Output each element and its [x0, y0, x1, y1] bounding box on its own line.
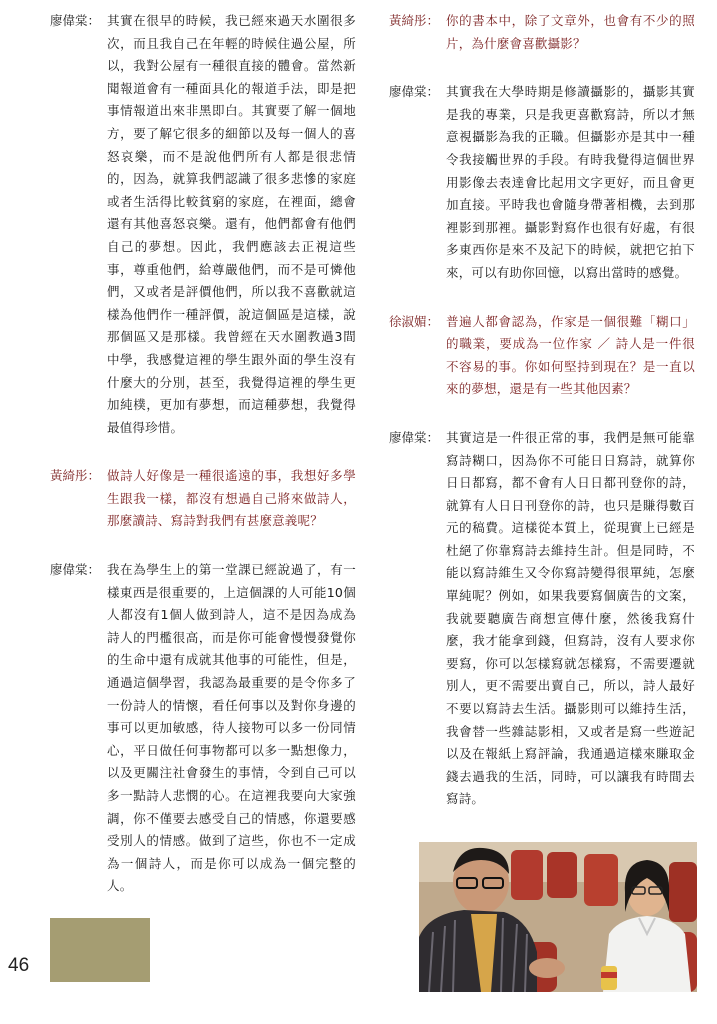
interview-entry [50, 559, 356, 898]
speaker-label: 廖偉棠： [50, 562, 101, 578]
interview-entry [50, 10, 356, 439]
right-column [389, 10, 695, 837]
speaker-label: 黃綺彤： [389, 13, 440, 28]
speaker-label: 廖偉棠： [389, 429, 440, 445]
interview-entry [389, 311, 695, 401]
answer-text: 我在為學生上的第一堂課已經說過了，有一樣東西是很重要的，上這個課的人可能10個人都沒有1個人做到詩人，這不是因為成為詩人的門檻很高，而是你可能會慢慢發覺你的生命中還有成就其他事的可能性，但是，通過這個學習，我認為最重要的是令你多了一份詩人的情懷，看任何事以及對你身邊的事可以更加敏感，待人接物可以多一份同情心，平日做任何事物都可以多一點想像力，以及更關注社會發生的事情，令到自己可以多一點詩人悲憫的心。在這裡我要向大家強調，你不僅要去感受自己的情感，你還要感受別人的情感。做到了這些，你也不一定成為一個詩人，而是你可以成為一個完整的人。 [107, 562, 356, 894]
answer-text: 其實在很早的時候，我已經來過天水圍很多次，而且我自己在年輕的時候住過公屋，所以，我對公屋有一種很直接的體會。當然新聞報道會有一種面具化的報道手法，即是把事情報道出來非黑即白。其實要了解一個地方，要了解它很多的細節以及每一個人的喜怒哀樂，而不是說他們所有人都是很悲情的，因為，就算我們認識了很多悲慘的家庭或者生活得比較貧窮的家庭，在裡面，總會還有其他喜怒哀樂。還有，他們都會有他們自己的夢想。因此，我們應該去正視這些事，尊重他們，給尊嚴他們，而不是可憐他們，又或者是評價他們，所以我不喜歡就這樣為他們作一種評價，說這個區是這樣，說那個區又是那樣。我曾經在天水圍教過3間中學，我感覺這裡的學生跟外面的學生沒有什麼大的分別，甚至，我覺得這裡的學生更加純樸，更加有夢想，而這種夢想，我覺得最值得珍惜。 [107, 13, 356, 435]
question-text: 你的書本中，除了文章外，也會有不少的照片，為什麼會喜歡攝影？ [446, 13, 695, 51]
photo-illustration [419, 842, 697, 992]
interview-photo [419, 842, 697, 992]
answer-text: 其實我在大學時期是修讀攝影的，攝影其實是我的專業，只是我更喜歡寫詩，所以才無意視攝影為我的正職。但攝影亦是其中一種令我接觸世界的手段。有時我覺得這個世界用影像去表達會比起用文字更好，而且會更加直接。平時我也會隨身帶著相機，去到那裡影到那裡。攝影對寫作也很有好處，有很多東西你是來不及記下的時候，就把它拍下來，可以有助你回憶，以寫出當時的感覺。 [446, 84, 695, 280]
page-number: 46 [8, 955, 30, 976]
speaker-label: 廖偉棠： [50, 13, 101, 28]
question-text: 做詩人好像是一種很遙遠的事，我想好多學生跟我一樣，都沒有想過自己將來做詩人，那麼讀詩、寫詩對我們有甚麼意義呢？ [107, 468, 356, 529]
question-text: 普遍人都會認為，作家是一個很難「糊口」的職業，要成為一位作家 ／ 詩人是一件很不容易的事。你如何堅持到現在？是一直以來的夢想，還是有一些其他因素？ [446, 313, 695, 397]
interview-entry [389, 81, 695, 284]
interview-entry [389, 10, 695, 55]
interview-entry [389, 427, 695, 811]
decorative-color-block [50, 918, 150, 982]
interview-entry [50, 465, 356, 533]
left-column [50, 10, 356, 924]
speaker-label: 徐淑媚： [389, 313, 440, 329]
answer-text: 其實這是一件很正常的事，我們是無可能靠寫詩糊口，因為你不可能日日寫詩，就算你日日都寫，都不會有人日日都刊登你的詩，就算有人日日刊登你的詩，也只是賺得數百元的稿費。這樣從本質上，從現實上已經是杜絕了你靠寫詩去維持生計。但是同時，不能以寫詩維生又令你寫詩變得很單純，怎麼單純呢？例如，如果我要寫個廣告的文案，我就要聽廣告商想宣傳什麼，然後我寫什麼，我才能拿到錢，但寫詩，沒有人要求你要寫，你可以怎樣寫就怎樣寫，不需要遷就別人，更不需要出賣自己，所以，詩人最好不要以寫詩去生活。攝影則可以維持生活，我會替一些雜誌影相，又或者是寫一些遊記以及在報紙上寫評論，我通過這樣來賺取金錢去過我的生活，同時，可以讓我有時間去寫詩。 [446, 429, 695, 807]
speaker-label: 廖偉棠： [389, 84, 440, 100]
speaker-label: 黃綺彤： [50, 468, 101, 484]
